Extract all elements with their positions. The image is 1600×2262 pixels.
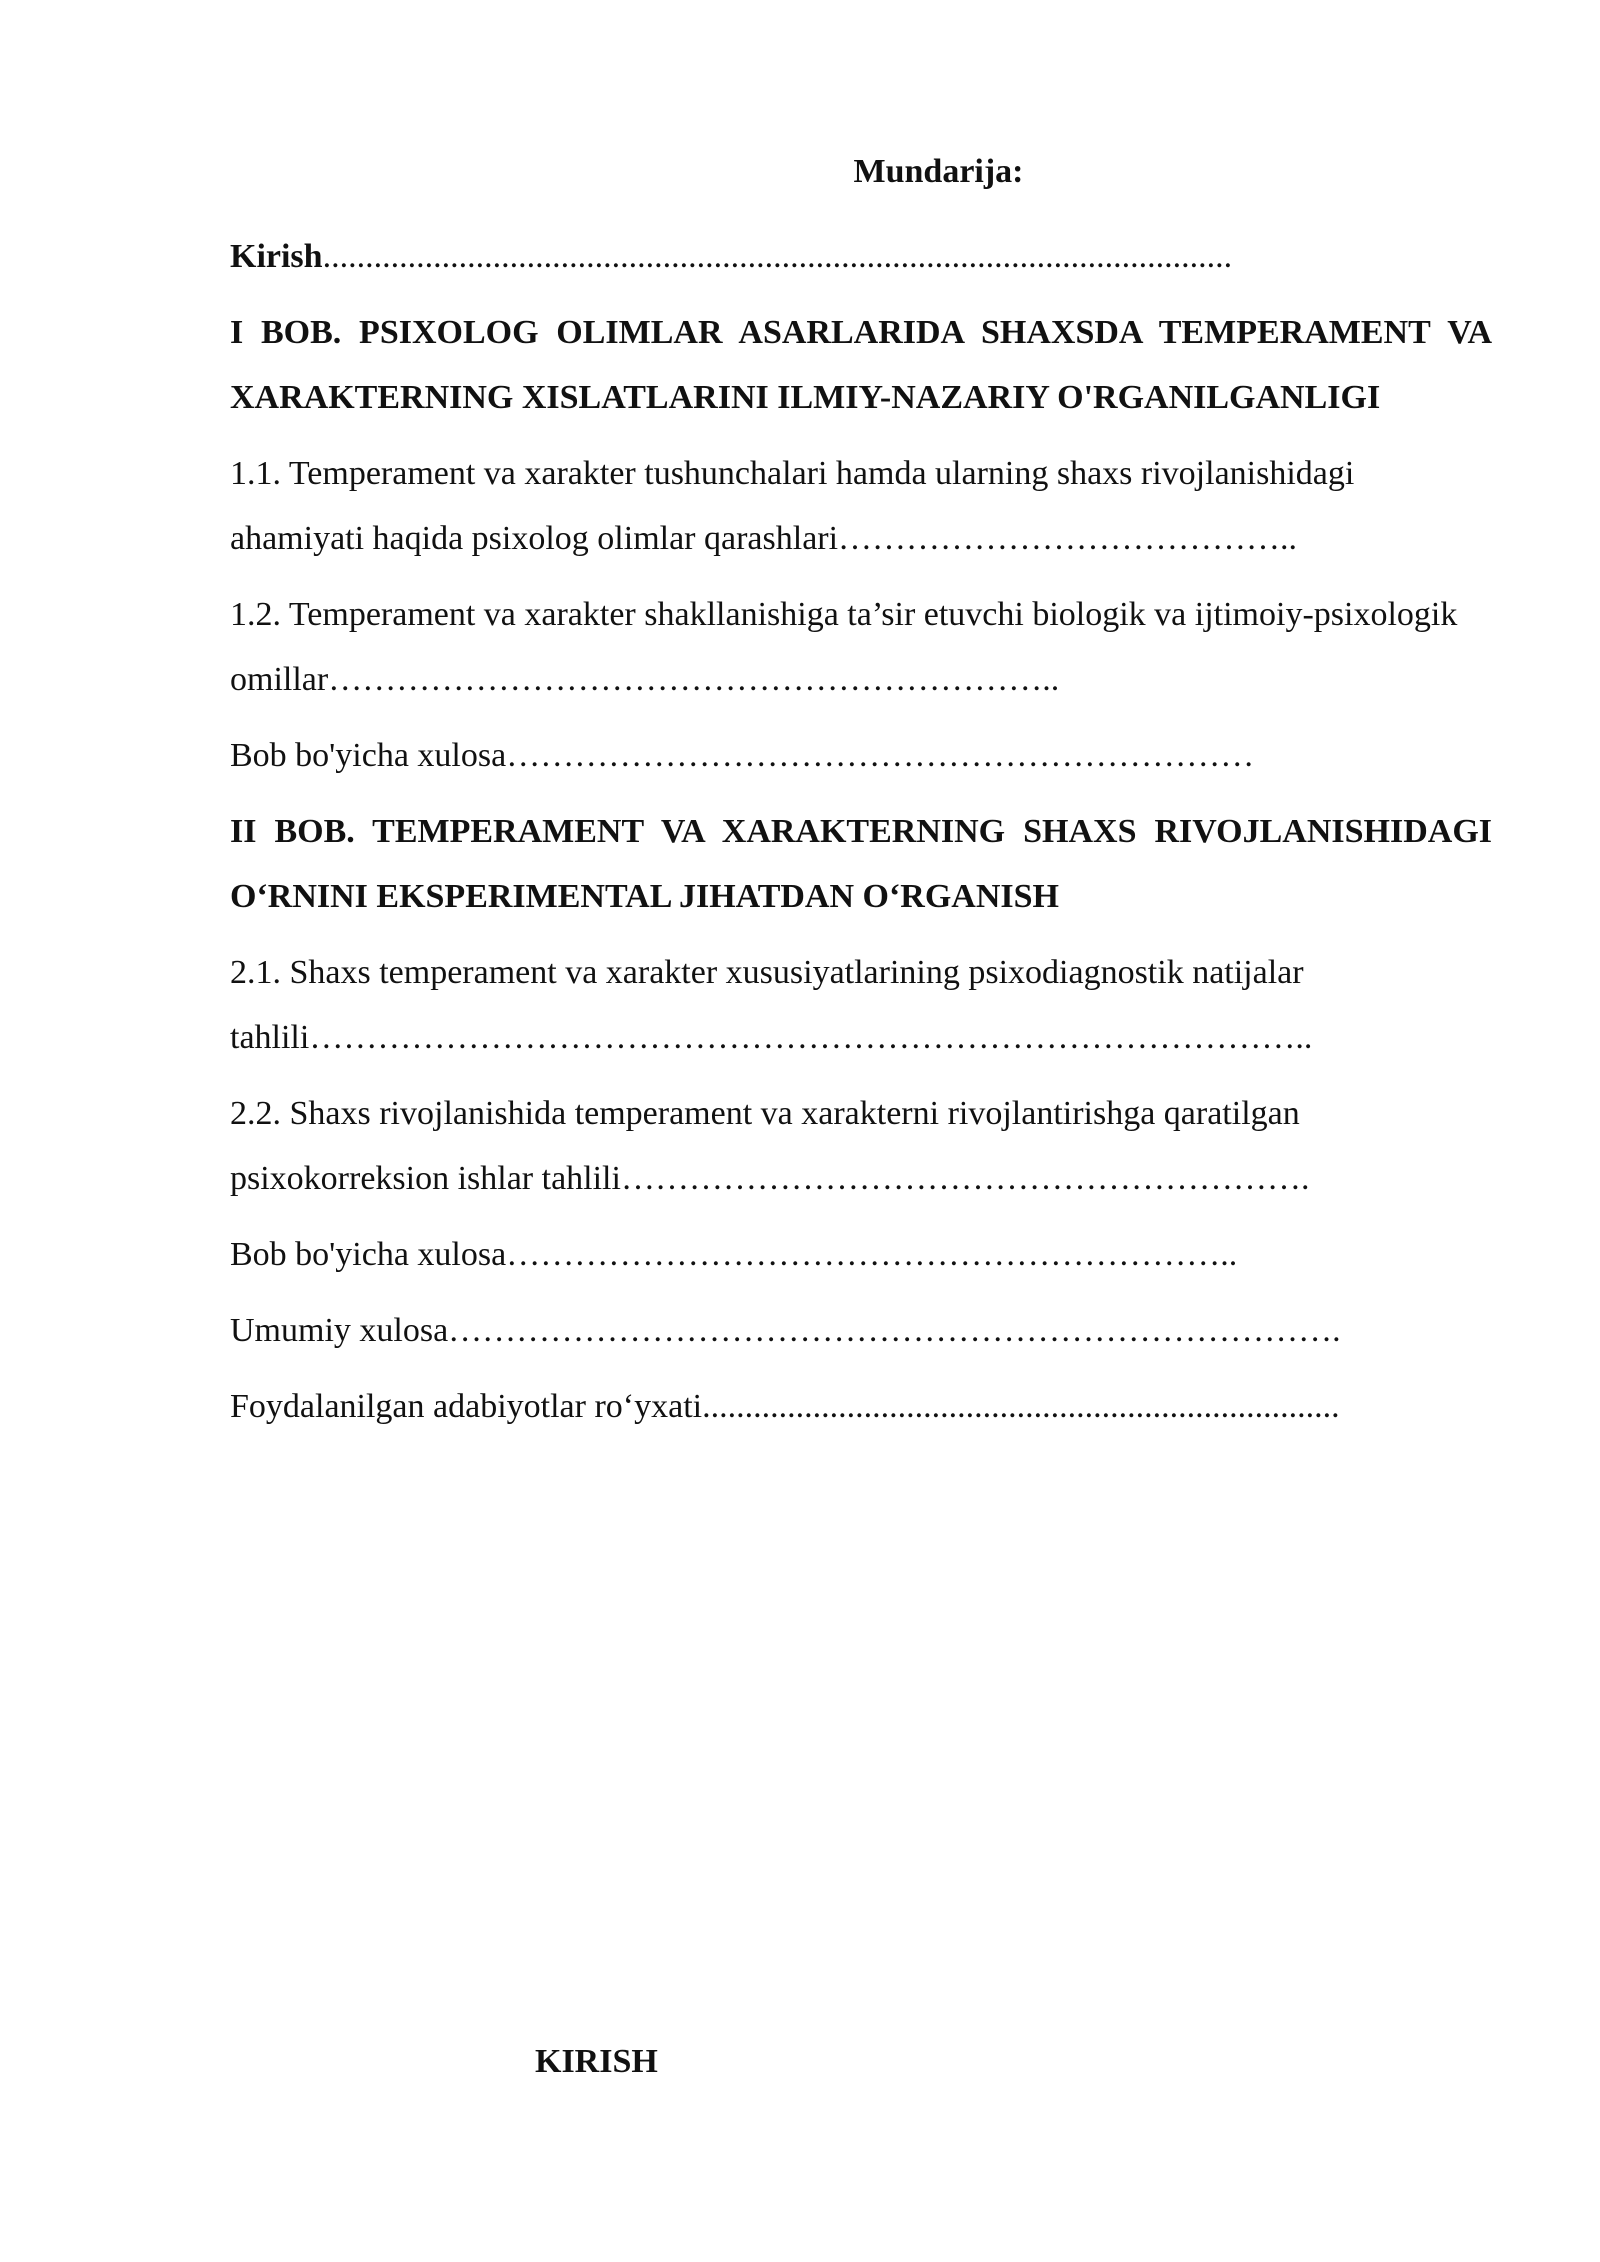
toc-title: Mundarija: bbox=[853, 153, 1024, 190]
toc-entry-chapter-1-conclusion: Bob bo'yicha xulosa………………………………………………………… bbox=[230, 737, 1255, 774]
toc-entry-introduction-label: Kirish bbox=[230, 238, 323, 275]
toc-entry-introduction-leader: ........................................................................................................... bbox=[322, 238, 1233, 275]
toc-entry-chapter-2-conclusion: Bob bo'yicha xulosa……………………………………………………….. bbox=[230, 1236, 1238, 1273]
toc-entry-section-1-2: 1.2. Temperament va xarakter shakllanishiga ta’sir etuvchi biologik va ijtimoiy-psixologik omillar……………………………………………………….. bbox=[230, 596, 1458, 698]
toc-chapter-2-heading: II BOB. TEMPERAMENT VA XARAKTERNING SHAXS RIVOJLANISHIDAGI O‘RNINI EKSPERIMENTAL JIHATDAN O‘RGANISH bbox=[230, 813, 1492, 915]
toc-entry-general-conclusion: Umumiy xulosa……………………………………………………………………. bbox=[230, 1312, 1341, 1349]
toc-entry-section-2-1: 2.1. Shaxs temperament va xarakter xususiyatlarining psixodiagnostik natijalar tahlili…………………………………………………………………………….. bbox=[230, 954, 1313, 1056]
toc-entry-section-2-2: 2.2. Shaxs rivojlanishida temperament va xarakterni rivojlantirishga qaratilgan psixokorreksion ishlar tahlili……………………………………………………. bbox=[230, 1095, 1310, 1197]
table-of-contents bbox=[230, 150, 1492, 1450]
section-heading-introduction: KIRISH bbox=[535, 2043, 658, 2080]
toc-entry-references: Foydalanilgan adabiyotlar ro‘yxati........................................................................... bbox=[230, 1388, 1340, 1425]
toc-chapter-1-heading: I BOB. PSIXOLOG OLIMLAR ASARLARIDA SHAXSDA TEMPERAMENT VA XARAKTERNING XISLATLARINI ILMIY-NAZARIY O'RGANILGANLIGI bbox=[230, 314, 1492, 416]
toc-entry-section-1-1: 1.1. Temperament va xarakter tushunchalari hamda ularning shaxs rivojlanishidagi ahamiyati haqida psixolog olimlar qarashlari………………………………….. bbox=[230, 455, 1355, 557]
toc-entry-introduction bbox=[230, 224, 1492, 289]
